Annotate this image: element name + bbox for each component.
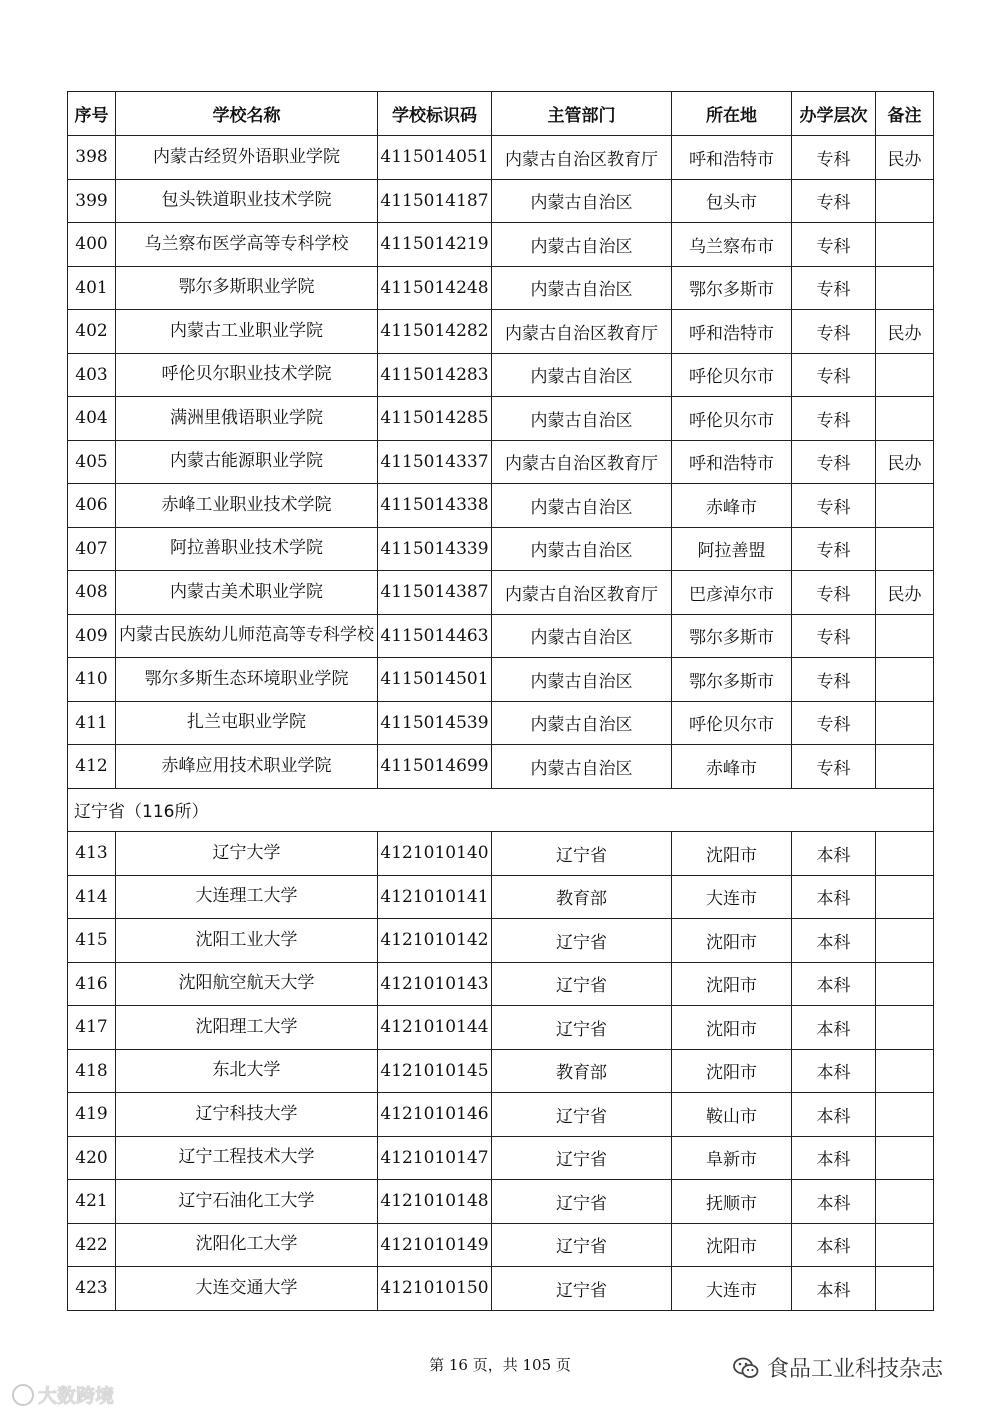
table-body-liaoning	[68, 832, 934, 1311]
watermark-right-text: 食品工业科技杂志	[767, 1357, 944, 1382]
cell-school-name: 大连交通大学	[116, 1267, 378, 1311]
cell-school-name: 赤峰工业职业技术学院	[116, 484, 378, 528]
table-row	[68, 614, 934, 658]
cell-school-name: 赤峰应用技术职业学院	[116, 745, 378, 789]
cell-level: 本科	[792, 1136, 876, 1180]
cell-school-code: 4115014051	[378, 136, 492, 180]
table-row	[68, 266, 934, 310]
cell-remarks	[876, 1049, 934, 1093]
cell-index: 411	[68, 701, 116, 745]
cell-level: 专科	[792, 745, 876, 789]
cell-location: 呼和浩特市	[672, 136, 792, 180]
cell-department: 内蒙古自治区教育厅	[492, 136, 672, 180]
cell-school-code: 4121010148	[378, 1180, 492, 1224]
cell-location: 沈阳市	[672, 1049, 792, 1093]
cell-school-name: 沈阳化工大学	[116, 1223, 378, 1267]
cell-department: 内蒙古自治区	[492, 397, 672, 441]
header-location: 所在地	[672, 92, 792, 136]
cell-school-code: 4121010147	[378, 1136, 492, 1180]
cell-remarks	[876, 701, 934, 745]
cell-index: 407	[68, 527, 116, 571]
table-row	[68, 962, 934, 1006]
cell-remarks	[876, 1267, 934, 1311]
cell-remarks: 民办	[876, 136, 934, 180]
cell-location: 赤峰市	[672, 745, 792, 789]
cell-department: 辽宁省	[492, 1006, 672, 1050]
cell-school-name: 鄂尔多斯职业学院	[116, 266, 378, 310]
table-row	[68, 745, 934, 789]
cell-index: 415	[68, 919, 116, 963]
cell-department: 辽宁省	[492, 962, 672, 1006]
cell-department: 辽宁省	[492, 1267, 672, 1311]
cell-index: 412	[68, 745, 116, 789]
cell-level: 专科	[792, 527, 876, 571]
table-row	[68, 875, 934, 919]
cell-location: 赤峰市	[672, 484, 792, 528]
cell-remarks	[876, 658, 934, 702]
cell-index: 409	[68, 614, 116, 658]
cell-school-name: 辽宁科技大学	[116, 1093, 378, 1137]
cell-department: 辽宁省	[492, 832, 672, 876]
cell-location: 大连市	[672, 875, 792, 919]
cell-school-name: 内蒙古工业职业学院	[116, 310, 378, 354]
cell-school-name: 沈阳航空航天大学	[116, 962, 378, 1006]
table-row	[68, 179, 934, 223]
watermark-logo-icon	[12, 1384, 34, 1406]
cell-school-code: 4115014187	[378, 179, 492, 223]
cell-department: 内蒙古自治区	[492, 658, 672, 702]
cell-remarks	[876, 179, 934, 223]
cell-level: 本科	[792, 919, 876, 963]
cell-level: 专科	[792, 223, 876, 267]
table-row	[68, 658, 934, 702]
cell-level: 本科	[792, 1267, 876, 1311]
cell-school-code: 4115014539	[378, 701, 492, 745]
cell-location: 抚顺市	[672, 1180, 792, 1224]
cell-level: 专科	[792, 397, 876, 441]
header-school-name: 学校名称	[116, 92, 378, 136]
cell-school-code: 4121010141	[378, 875, 492, 919]
table-row	[68, 1049, 934, 1093]
cell-index: 399	[68, 179, 116, 223]
cell-remarks	[876, 223, 934, 267]
cell-level: 专科	[792, 701, 876, 745]
cell-index: 414	[68, 875, 116, 919]
cell-department: 辽宁省	[492, 1136, 672, 1180]
table-row	[68, 701, 934, 745]
table-row	[68, 527, 934, 571]
cell-location: 鞍山市	[672, 1093, 792, 1137]
cell-school-name: 内蒙古经贸外语职业学院	[116, 136, 378, 180]
cell-department: 辽宁省	[492, 919, 672, 963]
cell-index: 398	[68, 136, 116, 180]
table-row	[68, 832, 934, 876]
cell-remarks	[876, 1006, 934, 1050]
cell-index: 416	[68, 962, 116, 1006]
cell-department: 内蒙古自治区教育厅	[492, 440, 672, 484]
cell-department: 内蒙古自治区	[492, 266, 672, 310]
table-row	[68, 223, 934, 267]
cell-school-code: 4121010144	[378, 1006, 492, 1050]
cell-school-name: 辽宁石油化工大学	[116, 1180, 378, 1224]
cell-school-code: 4121010150	[378, 1267, 492, 1311]
cell-remarks	[876, 919, 934, 963]
cell-school-name: 辽宁大学	[116, 832, 378, 876]
cell-school-code: 4121010140	[378, 832, 492, 876]
cell-level: 专科	[792, 440, 876, 484]
table-row	[68, 1006, 934, 1050]
cell-department: 内蒙古自治区	[492, 179, 672, 223]
cell-level: 本科	[792, 1093, 876, 1137]
cell-index: 410	[68, 658, 116, 702]
cell-location: 沈阳市	[672, 832, 792, 876]
cell-department: 教育部	[492, 1049, 672, 1093]
cell-department: 辽宁省	[492, 1180, 672, 1224]
cell-location: 鄂尔多斯市	[672, 266, 792, 310]
cell-school-name: 东北大学	[116, 1049, 378, 1093]
cell-school-name: 乌兰察布医学高等专科学校	[116, 223, 378, 267]
watermark-right	[733, 1352, 943, 1383]
cell-level: 专科	[792, 353, 876, 397]
cell-remarks	[876, 353, 934, 397]
cell-remarks	[876, 875, 934, 919]
cell-level: 专科	[792, 484, 876, 528]
header-school-code: 学校标识码	[378, 92, 492, 136]
cell-location: 鄂尔多斯市	[672, 658, 792, 702]
cell-location: 沈阳市	[672, 962, 792, 1006]
cell-department: 内蒙古自治区教育厅	[492, 571, 672, 615]
wechat-icon	[733, 1357, 759, 1379]
cell-school-code: 4115014463	[378, 614, 492, 658]
cell-school-name: 沈阳工业大学	[116, 919, 378, 963]
cell-level: 本科	[792, 962, 876, 1006]
cell-index: 403	[68, 353, 116, 397]
header-department: 主管部门	[492, 92, 672, 136]
table-row	[68, 397, 934, 441]
page-footer: 第 16 页，共 105 页	[429, 1356, 571, 1374]
school-list-table	[67, 91, 934, 1311]
cell-level: 专科	[792, 614, 876, 658]
table-row	[68, 571, 934, 615]
cell-department: 内蒙古自治区教育厅	[492, 310, 672, 354]
cell-index: 423	[68, 1267, 116, 1311]
cell-school-code: 4115014282	[378, 310, 492, 354]
cell-school-code: 4121010146	[378, 1093, 492, 1137]
table-header-row	[68, 92, 934, 136]
cell-index: 406	[68, 484, 116, 528]
cell-index: 413	[68, 832, 116, 876]
cell-department: 内蒙古自治区	[492, 745, 672, 789]
cell-remarks	[876, 484, 934, 528]
cell-location: 巴彦淖尔市	[672, 571, 792, 615]
cell-index: 418	[68, 1049, 116, 1093]
cell-location: 呼伦贝尔市	[672, 701, 792, 745]
cell-level: 专科	[792, 179, 876, 223]
cell-level: 本科	[792, 1180, 876, 1224]
cell-department: 内蒙古自治区	[492, 353, 672, 397]
cell-index: 402	[68, 310, 116, 354]
table-row	[68, 1136, 934, 1180]
cell-school-code: 4115014501	[378, 658, 492, 702]
cell-school-name: 扎兰屯职业学院	[116, 701, 378, 745]
cell-remarks	[876, 1136, 934, 1180]
cell-level: 本科	[792, 1223, 876, 1267]
cell-school-code: 4115014219	[378, 223, 492, 267]
cell-level: 专科	[792, 658, 876, 702]
cell-location: 阜新市	[672, 1136, 792, 1180]
table-row	[68, 440, 934, 484]
cell-school-name: 鄂尔多斯生态环境职业学院	[116, 658, 378, 702]
cell-school-code: 4115014283	[378, 353, 492, 397]
section-row	[68, 788, 934, 832]
cell-school-code: 4115014339	[378, 527, 492, 571]
cell-school-name: 呼伦贝尔职业技术学院	[116, 353, 378, 397]
header-index: 序号	[68, 92, 116, 136]
cell-remarks: 民办	[876, 571, 934, 615]
cell-school-name: 辽宁工程技术大学	[116, 1136, 378, 1180]
cell-location: 呼伦贝尔市	[672, 353, 792, 397]
cell-school-name: 内蒙古民族幼儿师范高等专科学校	[116, 614, 378, 658]
cell-location: 呼伦贝尔市	[672, 397, 792, 441]
cell-level: 专科	[792, 136, 876, 180]
cell-index: 405	[68, 440, 116, 484]
cell-level: 本科	[792, 1006, 876, 1050]
cell-index: 421	[68, 1180, 116, 1224]
cell-school-code: 4121010142	[378, 919, 492, 963]
table-body-inner-mongolia	[68, 136, 934, 789]
header-remarks: 备注	[876, 92, 934, 136]
cell-school-code: 4115014285	[378, 397, 492, 441]
cell-index: 400	[68, 223, 116, 267]
cell-location: 鄂尔多斯市	[672, 614, 792, 658]
table-row	[68, 1223, 934, 1267]
cell-department: 教育部	[492, 875, 672, 919]
table-row	[68, 919, 934, 963]
cell-department: 内蒙古自治区	[492, 484, 672, 528]
cell-location: 呼和浩特市	[672, 440, 792, 484]
cell-department: 内蒙古自治区	[492, 223, 672, 267]
cell-remarks	[876, 397, 934, 441]
section-title: 辽宁省（116所）	[68, 788, 934, 832]
cell-index: 417	[68, 1006, 116, 1050]
cell-school-code: 4115014699	[378, 745, 492, 789]
cell-school-code: 4115014387	[378, 571, 492, 615]
cell-remarks: 民办	[876, 310, 934, 354]
cell-level: 本科	[792, 1049, 876, 1093]
table-row	[68, 1093, 934, 1137]
cell-location: 沈阳市	[672, 1006, 792, 1050]
cell-level: 本科	[792, 832, 876, 876]
cell-school-name: 满洲里俄语职业学院	[116, 397, 378, 441]
cell-department: 内蒙古自治区	[492, 701, 672, 745]
watermark-left-text: 大数跨境	[38, 1385, 115, 1407]
cell-department: 辽宁省	[492, 1093, 672, 1137]
cell-remarks	[876, 745, 934, 789]
cell-remarks	[876, 527, 934, 571]
cell-index: 404	[68, 397, 116, 441]
cell-school-name: 大连理工大学	[116, 875, 378, 919]
cell-location: 阿拉善盟	[672, 527, 792, 571]
cell-remarks	[876, 266, 934, 310]
cell-index: 408	[68, 571, 116, 615]
cell-school-name: 内蒙古能源职业学院	[116, 440, 378, 484]
table-row	[68, 310, 934, 354]
cell-level: 本科	[792, 875, 876, 919]
cell-level: 专科	[792, 571, 876, 615]
cell-school-code: 4115014337	[378, 440, 492, 484]
cell-remarks: 民办	[876, 440, 934, 484]
cell-school-name: 内蒙古美术职业学院	[116, 571, 378, 615]
table-row	[68, 1267, 934, 1311]
watermark-left	[12, 1381, 114, 1408]
table-row	[68, 1180, 934, 1224]
cell-location: 呼和浩特市	[672, 310, 792, 354]
cell-index: 420	[68, 1136, 116, 1180]
cell-location: 沈阳市	[672, 919, 792, 963]
cell-school-code: 4115014248	[378, 266, 492, 310]
cell-school-code: 4115014338	[378, 484, 492, 528]
cell-level: 专科	[792, 310, 876, 354]
cell-school-name: 阿拉善职业技术学院	[116, 527, 378, 571]
cell-department: 内蒙古自治区	[492, 527, 672, 571]
cell-remarks	[876, 962, 934, 1006]
cell-index: 422	[68, 1223, 116, 1267]
cell-remarks	[876, 1180, 934, 1224]
cell-school-code: 4121010143	[378, 962, 492, 1006]
cell-remarks	[876, 832, 934, 876]
header-level: 办学层次	[792, 92, 876, 136]
table-row	[68, 353, 934, 397]
table-row	[68, 136, 934, 180]
cell-location: 包头市	[672, 179, 792, 223]
cell-remarks	[876, 1223, 934, 1267]
cell-index: 401	[68, 266, 116, 310]
cell-location: 大连市	[672, 1267, 792, 1311]
cell-remarks	[876, 1093, 934, 1137]
cell-department: 内蒙古自治区	[492, 614, 672, 658]
cell-school-code: 4121010145	[378, 1049, 492, 1093]
cell-location: 沈阳市	[672, 1223, 792, 1267]
cell-level: 专科	[792, 266, 876, 310]
cell-remarks	[876, 614, 934, 658]
cell-school-code: 4121010149	[378, 1223, 492, 1267]
cell-school-name: 包头铁道职业技术学院	[116, 179, 378, 223]
cell-location: 乌兰察布市	[672, 223, 792, 267]
cell-index: 419	[68, 1093, 116, 1137]
cell-school-name: 沈阳理工大学	[116, 1006, 378, 1050]
cell-department: 辽宁省	[492, 1223, 672, 1267]
table-row	[68, 484, 934, 528]
